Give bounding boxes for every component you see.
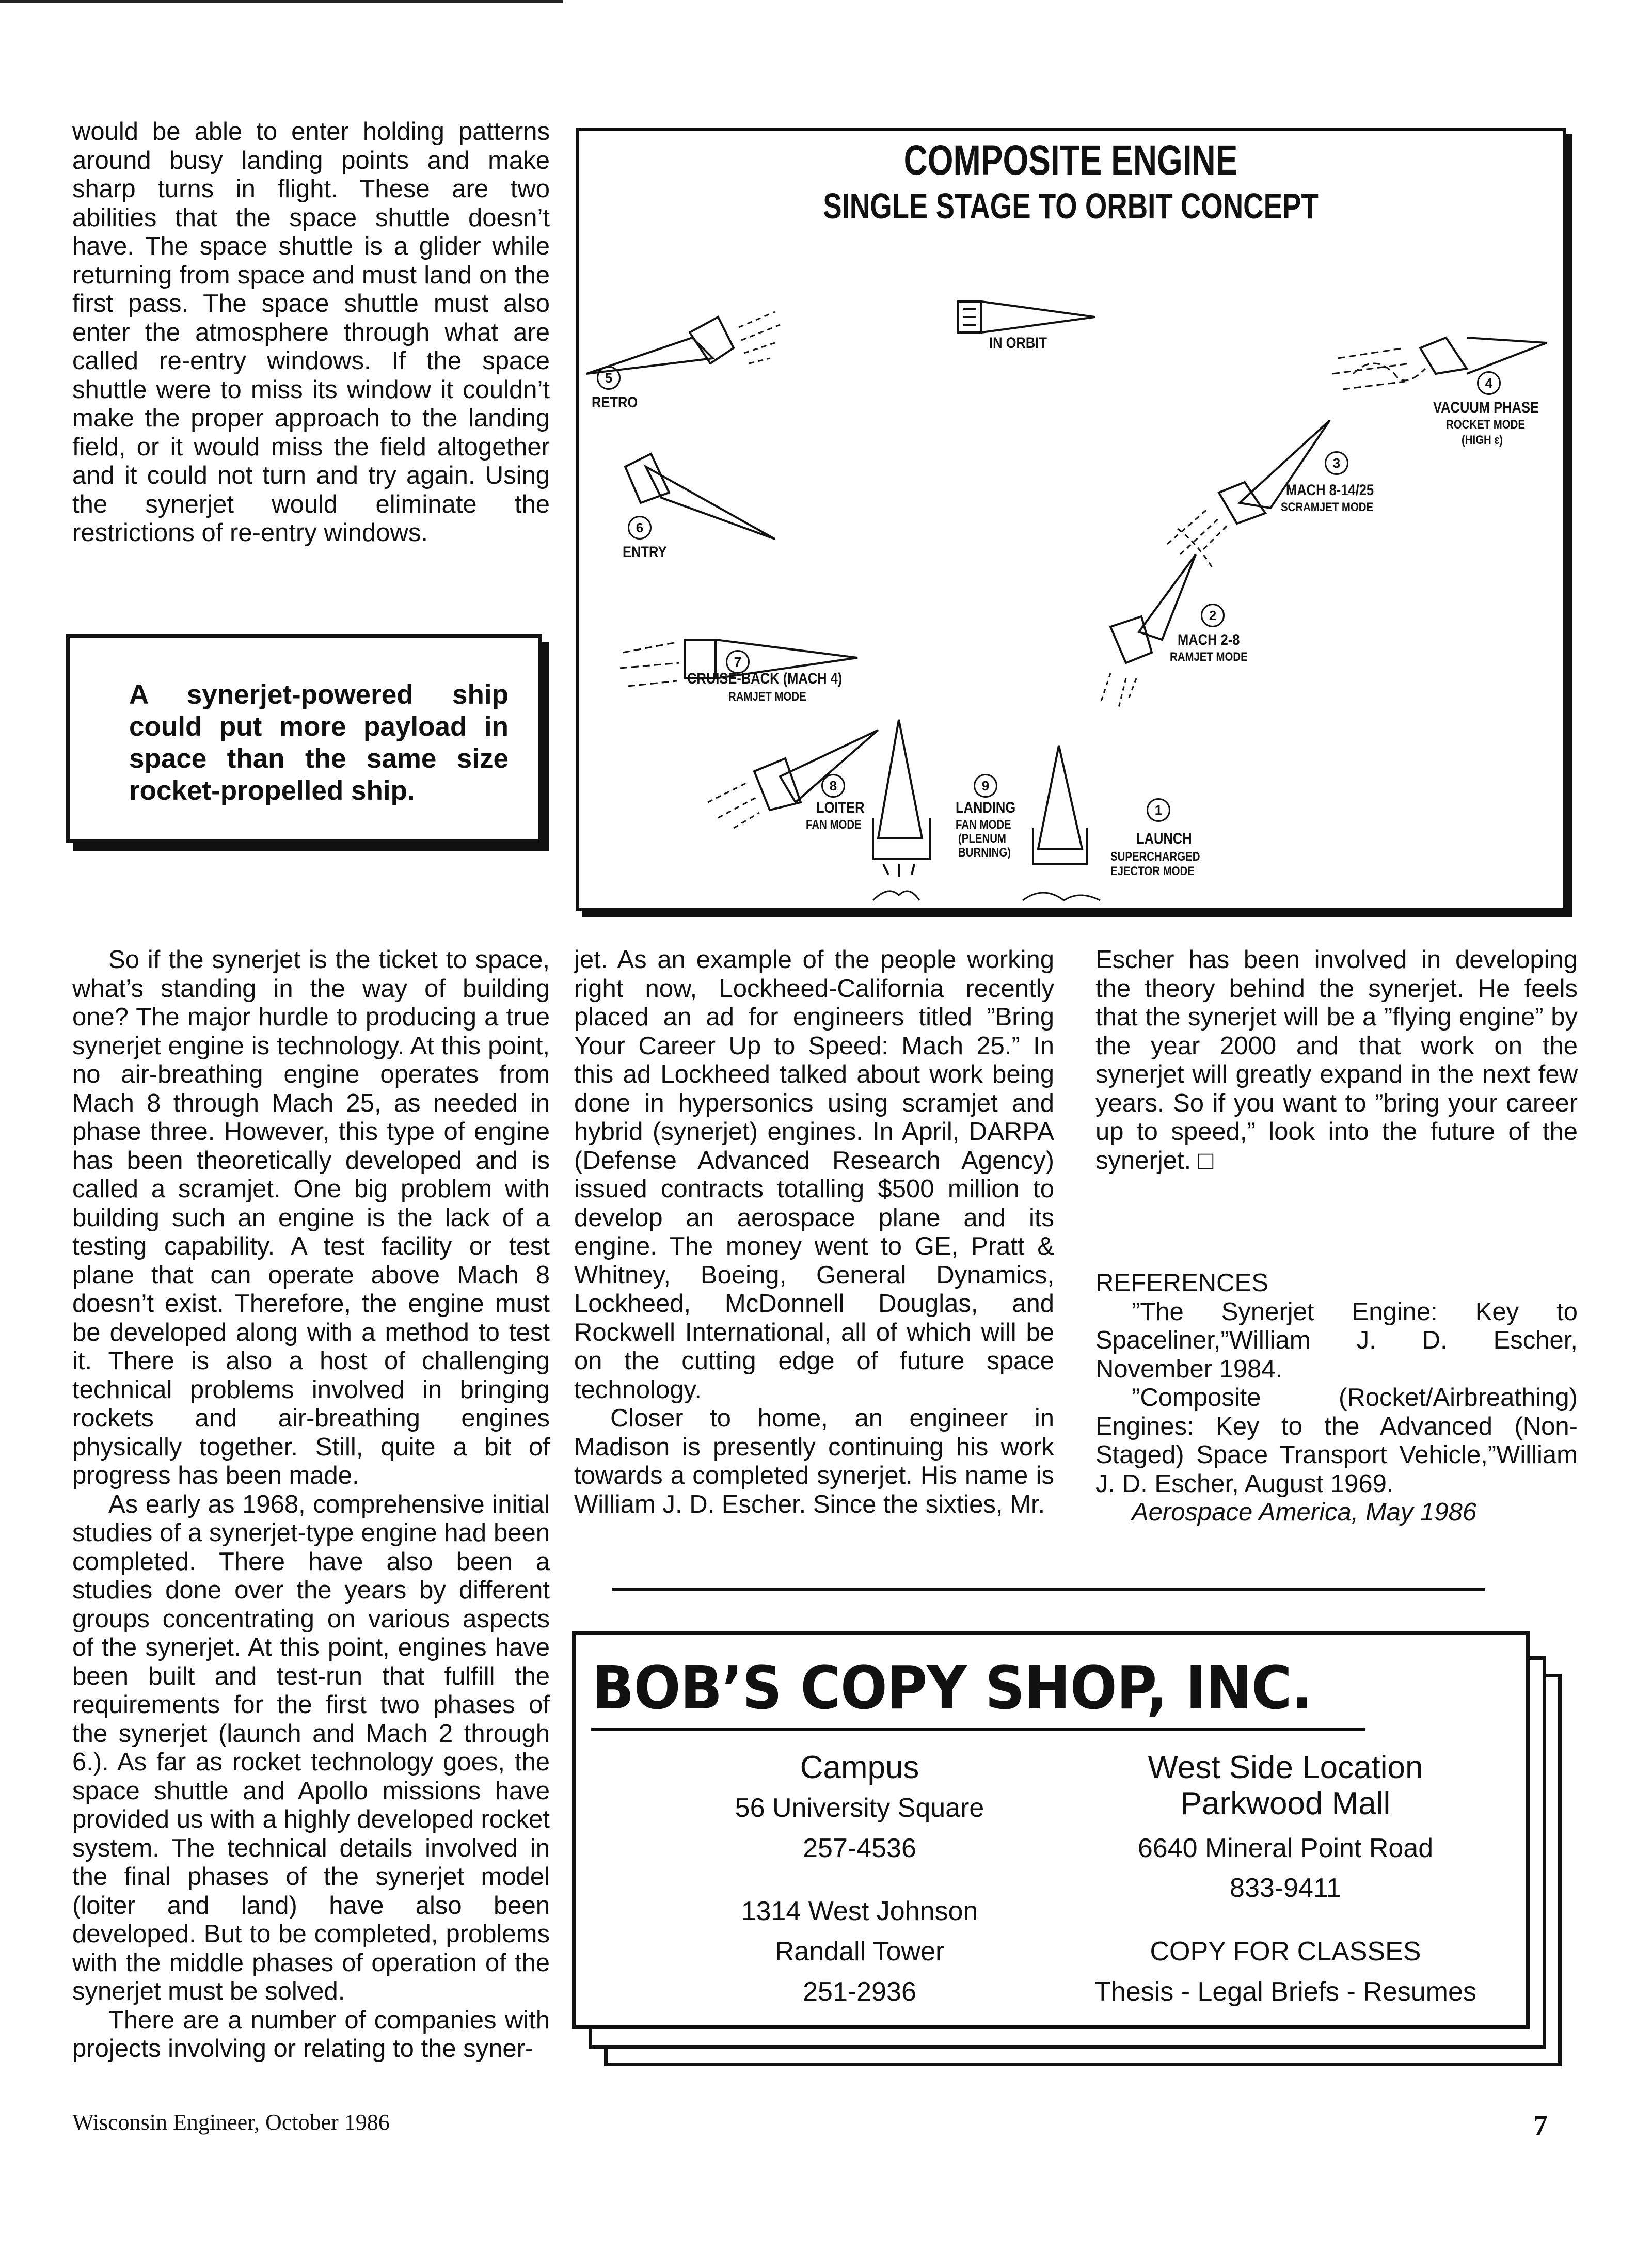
label-vacuum-phase: VACUUM PHASE	[1433, 399, 1539, 416]
label-launch: LAUNCH	[1136, 830, 1192, 847]
column-1	[72, 946, 550, 2064]
label-rocket-mode: ROCKET MODE	[1446, 418, 1525, 432]
copy-shop-ad	[572, 1631, 1530, 2029]
label-fan-mode-8: FAN MODE	[806, 818, 862, 832]
craft-retro-icon	[586, 312, 780, 374]
ad-johnson-address: 1314 West Johnson	[741, 1896, 978, 1926]
craft-vacuum-icon	[1332, 338, 1547, 389]
label-cruise-back: CRUISE-BACK (MACH 4)	[687, 670, 843, 687]
stage-6-number: 6	[628, 516, 652, 540]
footer-publication: Wisconsin Engineer, October 1986	[72, 2110, 390, 2135]
reference-1: ”The Synerjet Engine: Key to Spaceliner,”William J. D. Escher, November 1984.	[1095, 1297, 1578, 1383]
col2-paragraph-2: Closer to home, an engineer in Madison is presently continuing his work towards a completed synerjet. His name is William J. D. Escher. Since the sixties, Mr.	[574, 1404, 1054, 1518]
label-fan-mode-9: FAN MODE	[956, 818, 1011, 832]
stage-7-number: 7	[726, 650, 750, 674]
label-scramjet-mode: SCRAMJET MODE	[1281, 500, 1374, 514]
page-number: 7	[1533, 2110, 1548, 2142]
ad-johnson-phone: 251-2936	[803, 1977, 916, 2007]
col1-paragraph-3: There are a number of companies with projects involving or relating to the syner-	[72, 2006, 550, 2063]
stage-2-number: 2	[1201, 604, 1225, 627]
ad-campus-phone: 257-4536	[803, 1833, 916, 1863]
diagram-title: COMPOSITE ENGINE	[903, 137, 1238, 184]
pull-quote-box	[66, 634, 542, 843]
stage-5-number: 5	[597, 366, 621, 390]
label-entry: ENTRY	[623, 544, 667, 561]
label-high-epsilon: (HIGH ε)	[1462, 433, 1503, 447]
composite-engine-diagram	[576, 128, 1566, 911]
reference-3: Aerospace America, May 1986	[1132, 1498, 1477, 1526]
label-plenum: (PLENUM	[958, 832, 1006, 846]
label-loiter: LOITER	[816, 799, 865, 816]
stage-3-number: 3	[1325, 451, 1348, 475]
stage-4-number: 4	[1477, 371, 1501, 395]
references-heading: REFERENCES	[1095, 1269, 1268, 1297]
top-rule	[0, 0, 563, 3]
col3-paragraph-1: Escher has been involved in developing the theory behind the synerjet. He feels that the synerjet will be a ”flying engine” by the year 2000 and that work on the synerjet will greatly expand in the next few years. So if you want to ”bring your career up to speed,” look into the future of the synerjet. □	[1095, 946, 1578, 1175]
ad-west-heading: West Side Location	[1148, 1750, 1423, 1785]
paragraph-continuation: would be able to enter holding patterns around busy landing points and make sharp turns in flight. These are two abilities that the space shuttle doesn’t have. The space shuttle is a glider while returning from space and must land on the first pass. The space shuttle must also enter the atmosphere through what are called re-entry windows. If the space shuttle were to miss its window it couldn’t make the proper approach to the landing field, or it would miss the field altogether and it could not turn and try again. Using the synerjet would eliminate the restrictions of re-entry windows.	[72, 118, 550, 547]
ad-west-address: 6640 Mineral Point Road	[1137, 1833, 1434, 1863]
craft-launch-icon	[1023, 746, 1100, 900]
reference-2: ”Composite (Rocket/Airbreathing) Engines: Key to the Advanced (Non-Staged) Space Transport Vehicle,”William J. D. Escher, August 1969.	[1095, 1384, 1578, 1498]
column-2	[574, 946, 1054, 1519]
ad-johnson-building: Randall Tower	[774, 1937, 945, 1967]
stage-8-number: 8	[821, 774, 845, 798]
references	[1095, 1269, 1578, 1527]
ad-west-mall: Parkwood Mall	[1180, 1786, 1391, 1821]
stage-9-number: 9	[974, 774, 997, 798]
ad-campus-heading: Campus	[800, 1750, 919, 1785]
ad-west-phone: 833-9411	[1230, 1873, 1341, 1903]
label-supercharged: SUPERCHARGED	[1110, 850, 1200, 864]
ad-title: BOB’S COPY SHOP, INC.	[592, 1654, 1312, 1723]
ad-separator-rule	[612, 1588, 1485, 1591]
label-ejector-mode: EJECTOR MODE	[1110, 864, 1195, 878]
craft-in-orbit-icon	[958, 302, 1095, 332]
diagram-subtitle: SINGLE STAGE TO ORBIT CONCEPT	[823, 186, 1319, 226]
craft-landing-icon	[873, 720, 930, 900]
column-3	[1095, 946, 1578, 1175]
label-burning: BURNING)	[958, 846, 1011, 860]
label-mach-8-14-25: MACH 8-14/25	[1286, 482, 1374, 499]
label-in-orbit: IN ORBIT	[989, 335, 1047, 352]
col1-paragraph-2: As early as 1968, comprehensive initial studies of a synerjet-type engine had been completed. There have also been a studies done over the years by different groups concentrating on various aspects of the synerjet. At this point, engines have been built and test-run that fulfill the requirements for the first two phases of the synerjet (launch and Mach 2 through 6.). As far as rocket technology goes, the space shuttle and Apollo missions have provided us with a highly developed rocket system. The technical details involved in the final phases of the synerjet model (loiter and land) have also been developed. But to be completed, problems with the middle phases of operation of the synerjet must be solved.	[72, 1490, 550, 2005]
label-ramjet-mode-2: RAMJET MODE	[1170, 650, 1248, 664]
ad-title-rule	[591, 1728, 1365, 1731]
top-left-paragraph	[72, 118, 550, 548]
col1-paragraph-1: So if the synerjet is the ticket to space, what’s standing in the way of building one? The major hurdle to producing a true synerjet engine is technology. At this point, no air-breathing engine operates from Mach 8 through Mach 25, as needed in phase three. However, this type of engine has been theoretically developed and is called a scramjet. One big problem with building such an engine is the lack of a testing capability. A test facility or test plane that can operate above Mach 8 doesn’t exist. Therefore, the engine must be developed along with a method to test it. There is also a host of challenging technical problems involved in bringing rockets and air-breathing engines physically together. Still, quite a bit of progress has been made.	[72, 946, 550, 1489]
stage-1-number: 1	[1147, 798, 1170, 822]
ad-copy-services: Thesis - Legal Briefs - Resumes	[1094, 1977, 1476, 2007]
col2-paragraph-1: jet. As an example of the people working right now, Lockheed-California recently placed an ad for engineers titled ”Bring Your Career Up to Speed: Mach 25.” In this ad Lockheed talked about work being done in hypersonics using scramjet and hybrid (synerjet) engines. In April, DARPA (Defense Advanced Research Agency) issued contracts totalling $500 million to develop an aerospace plane and its engine. The money went to GE, Pratt & Whitney, Boeing, General Dynamics, Lockheed, McDonnell Douglas, and Rockwell International, all of which will be on the cutting edge of future space technology.	[574, 946, 1054, 1404]
diagram-drawings	[579, 131, 1563, 908]
ad-copy-heading: COPY FOR CLASSES	[1150, 1937, 1421, 1967]
label-mach-2-8: MACH 2-8	[1178, 631, 1240, 648]
label-ramjet-mode-7: RAMJET MODE	[728, 690, 806, 704]
pull-quote-text: A synerjet-powered ship could put more payload in space than the same size rocket-propelled ship.	[129, 679, 509, 806]
label-landing: LANDING	[956, 799, 1016, 816]
label-retro: RETRO	[592, 394, 638, 411]
ad-campus-address: 56 University Square	[735, 1793, 984, 1823]
